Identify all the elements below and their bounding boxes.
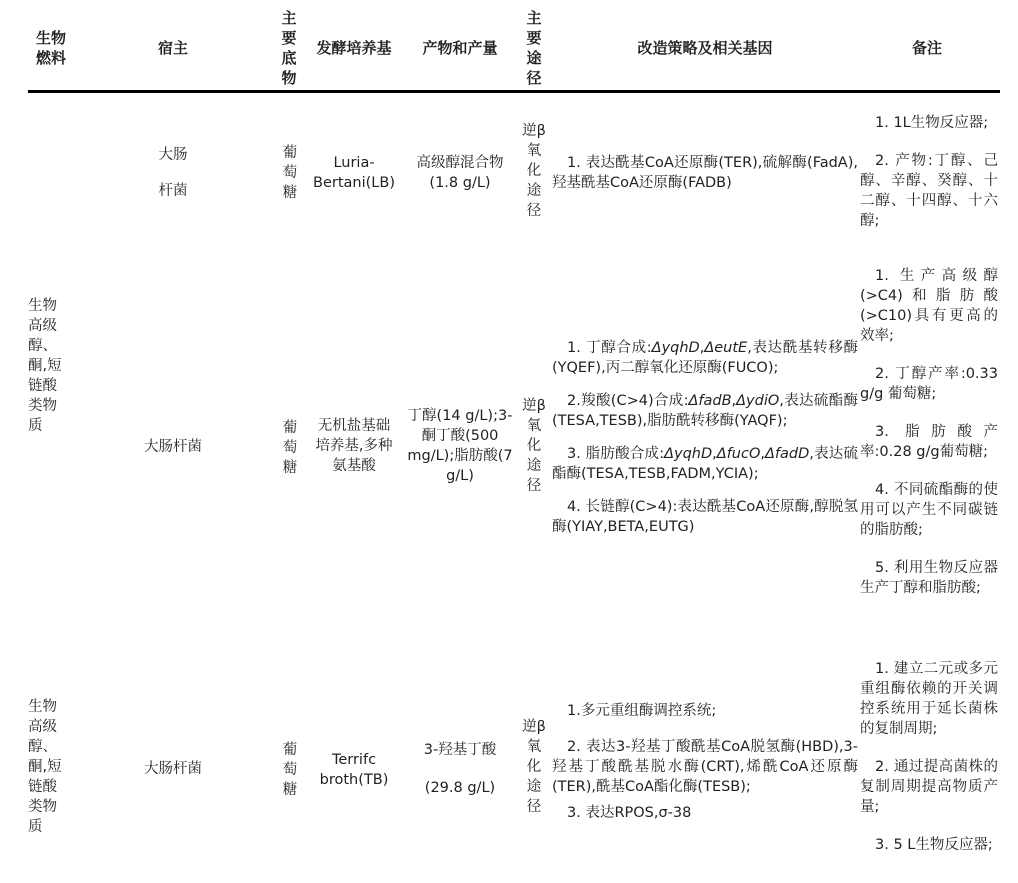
row3-substrate-char: 糖: [282, 782, 298, 798]
row2-medium-line: 氨基酸: [332, 458, 376, 474]
row2-fuel-line: 链酸: [28, 378, 57, 394]
row3-fuel-line: 生物: [28, 699, 57, 715]
strategy-sep: ,: [712, 446, 717, 462]
row2-note-item: 2. 丁醇产率:0.33 g/g 葡萄糖;: [860, 366, 998, 402]
header-host: 宿主: [157, 39, 188, 57]
row2-medium-line: 无机盐基础: [317, 418, 391, 434]
row3-fuel-line: 链酸: [28, 779, 57, 795]
row3-medium: [308, 750, 400, 790]
header-fuel: [28, 28, 74, 68]
row2-pathway-char: 逆β: [522, 398, 546, 414]
header-fuel-line: 生物: [35, 29, 66, 47]
header-rule: [28, 90, 1000, 93]
gene-deletion: ΔeutE: [704, 340, 748, 356]
row1-substrate-char: 萄: [282, 165, 298, 181]
row3-note-item: 1. 建立二元或多元重组酶依赖的开关调控系统用于延长菌株的复制周期;: [860, 661, 998, 737]
row2-fuel: [28, 296, 74, 436]
row3-product-line: (29.8 g/L): [424, 780, 496, 796]
row1-host-line: 杆菌: [158, 183, 188, 199]
row1-strategy: [552, 153, 858, 193]
row2-product: [402, 406, 518, 486]
row1-product-line: (1.8 g/L): [429, 175, 491, 191]
row3-strategy-item: 3. 表达RPOS,σ-38: [567, 805, 692, 821]
header-substrate-char: 底: [281, 49, 297, 67]
row2-substrate-char: 葡: [282, 420, 298, 436]
header-pathway: [522, 8, 546, 88]
row2-strategy-item: 4. 长链醇(C>4):表达酰基CoA还原酶,醇脱氢酶(YIAY,BETA,EUTG): [552, 499, 858, 535]
row1-product: [408, 153, 512, 193]
strategy-text: ,表达硫酯酶(TESA,TESB),脂肪酰转移酶(YAQF);: [552, 393, 858, 429]
header-substrate-char: 物: [281, 69, 297, 87]
row2-pathway-char: 化: [526, 438, 542, 454]
row1-pathway-char: 氧: [526, 143, 542, 159]
row2-medium: [306, 416, 402, 476]
header-substrate: [278, 8, 300, 88]
row1-pathway-char: 逆β: [522, 123, 546, 139]
row2-substrate: [279, 418, 301, 478]
row3-product-line: 3-羟基丁酸: [423, 742, 497, 758]
header-strategy: 改造策略及相关基因: [637, 39, 773, 57]
row3-fuel: [28, 697, 74, 837]
header-substrate-char: 要: [281, 29, 297, 47]
row3-substrate-char: 萄: [282, 762, 298, 778]
row1-strategy-item: 1. 表达酰基CoA还原酶(TER),硫解酶(FadA),羟基酰基CoA还原酶(FADB): [552, 155, 858, 191]
row2-substrate-char: 糖: [282, 460, 298, 476]
row2-medium-line: 培养基,多种: [315, 438, 393, 454]
header-pathway-char: 主: [526, 9, 542, 27]
row2-host: 大肠杆菌: [144, 439, 202, 455]
row3-medium-line: Terrifc: [331, 752, 377, 768]
row1-host-line: 大肠: [158, 147, 188, 163]
gene-deletion: ΔfadB: [688, 393, 732, 409]
row2-fuel-line: 酮,短: [28, 358, 62, 374]
row1-pathway-char: 径: [526, 203, 542, 219]
row3-note-item: 2. 通过提高菌株的复制周期提高物质产量;: [860, 759, 998, 815]
strategy-sep: ,: [760, 446, 765, 462]
row3-substrate: [279, 740, 301, 800]
header-product: 产物和产量: [422, 39, 498, 57]
gene-deletion: ΔyqhD: [651, 340, 700, 356]
row2-product-line: mg/L);脂肪酸(7: [407, 448, 513, 464]
row3-strategy: [552, 701, 858, 823]
strategy-text: ,表达酰基转移酶(YQEF),丙二醇氧化还原酶(FUCO);: [552, 340, 858, 376]
header-fuel-line: 燃料: [35, 49, 66, 67]
header-pathway-char: 途: [526, 49, 542, 67]
row3-medium-line: broth(TB): [319, 772, 389, 788]
row2-pathway-char: 氧: [526, 418, 542, 434]
gene-deletion: ΔydiO: [736, 393, 780, 409]
row3-substrate-char: 葡: [282, 742, 298, 758]
row1-host: [140, 145, 206, 201]
row2-note-item: 3. 脂肪酸产率:0.28 g/g葡萄糖;: [860, 424, 998, 460]
row2-fuel-line: 生物: [28, 298, 57, 314]
row1-pathway-char: 化: [526, 163, 542, 179]
strategy-text: 2.羧酸(C>4)合成:: [567, 393, 689, 409]
header-pathway-char: 要: [526, 29, 542, 47]
row3-pathway-char: 氧: [526, 739, 542, 755]
row3-fuel-line: 高级: [28, 719, 57, 735]
header-substrate-char: 主: [281, 9, 297, 27]
row1-product-line: 高级醇混合物: [416, 155, 504, 171]
row3-pathway-char: 逆β: [522, 719, 546, 735]
row2-strategy: [552, 338, 858, 537]
row3-pathway-char: 径: [526, 799, 542, 815]
gene-deletion: ΔyqhD: [664, 446, 713, 462]
row2-strategy-item: [552, 444, 858, 484]
row2-substrate-char: 萄: [282, 440, 298, 456]
row1-medium-line: Bertani(LB): [313, 175, 395, 191]
strategy-text: 3. 脂肪酸合成:: [567, 446, 665, 462]
row3-fuel-line: 醇、: [28, 739, 57, 755]
gene-deletion: ΔfadD: [764, 446, 810, 462]
header-medium: 发酵培养基: [316, 39, 392, 57]
row3-fuel-line: 质: [28, 819, 43, 835]
row2-note-item: 1. 生产高级醇(>C4)和脂肪酸(>C10)具有更高的效率;: [860, 268, 998, 344]
row2-product-line: 酮丁酸(500: [421, 428, 499, 444]
strategy-text: ,表达硫酯酶(TESA,TESB,FADM,YCIA);: [552, 446, 858, 482]
row3-note-item: 3. 5 L生物反应器;: [875, 837, 993, 853]
row3-fuel-line: 类物: [28, 799, 57, 815]
row3-strategy-item: 2. 表达3-羟基丁酸酰基CoA脱氢酶(HBD),3-羟基丁酸酰基脱水酶(CRT),烯酰CoA还原酶(TER),酰基CoA酯化酶(TESB);: [552, 739, 858, 795]
row2-fuel-line: 类物: [28, 398, 57, 414]
row1-pathway-char: 途: [526, 183, 542, 199]
row1-medium: [308, 153, 400, 193]
strategy-sep: ,: [731, 393, 737, 409]
row3-strategy-item: 1.多元重组酶调控系统;: [567, 703, 717, 719]
row1-substrate-char: 糖: [282, 185, 298, 201]
row1-medium-line: Luria-: [333, 155, 375, 171]
row1-pathway: [520, 121, 548, 221]
gene-deletion: ΔfucO: [716, 446, 761, 462]
row2-product-line: 丁醇(14 g/L);3-: [407, 408, 513, 424]
row2-fuel-line: 高级: [28, 318, 57, 334]
row1-notes: [860, 113, 998, 231]
row2-pathway-char: 径: [526, 478, 542, 494]
row2-strategy-item: [552, 338, 858, 378]
row2-note-item: 4. 不同硫酯酶的使用可以产生不同碳链的脂肪酸;: [860, 482, 998, 538]
row2-fuel-line: 质: [28, 418, 43, 434]
row1-substrate-char: 葡: [282, 145, 298, 161]
strategy-text: 1. 丁醇合成:: [567, 340, 652, 356]
row1-note-item: 2. 产物:丁醇、己醇、辛醇、癸醇、十二醇、十四醇、十六醇;: [860, 153, 998, 229]
row1-substrate: [279, 143, 301, 203]
row1-note-item: 1. 1L生物反应器;: [875, 115, 989, 131]
header-pathway-char: 径: [526, 69, 542, 87]
row2-pathway-char: 途: [526, 458, 542, 474]
row3-pathway-char: 化: [526, 759, 542, 775]
row3-pathway: [520, 717, 548, 817]
row2-fuel-line: 醇、: [28, 338, 57, 354]
row2-notes: [860, 266, 998, 598]
row2-strategy-item: [552, 391, 858, 431]
row2-product-line: g/L): [446, 468, 474, 484]
row2-note-item: 5. 利用生物反应器生产丁醇和脂肪酸;: [860, 560, 998, 596]
header-notes: 备注: [911, 39, 942, 57]
row3-notes: [860, 659, 998, 855]
row3-product: [402, 740, 518, 798]
row3-fuel-line: 酮,短: [28, 759, 62, 775]
row3-host: 大肠杆菌: [144, 761, 202, 777]
strategy-sep: ,: [699, 340, 705, 356]
row3-pathway-char: 途: [526, 779, 542, 795]
row2-pathway: [520, 396, 548, 496]
